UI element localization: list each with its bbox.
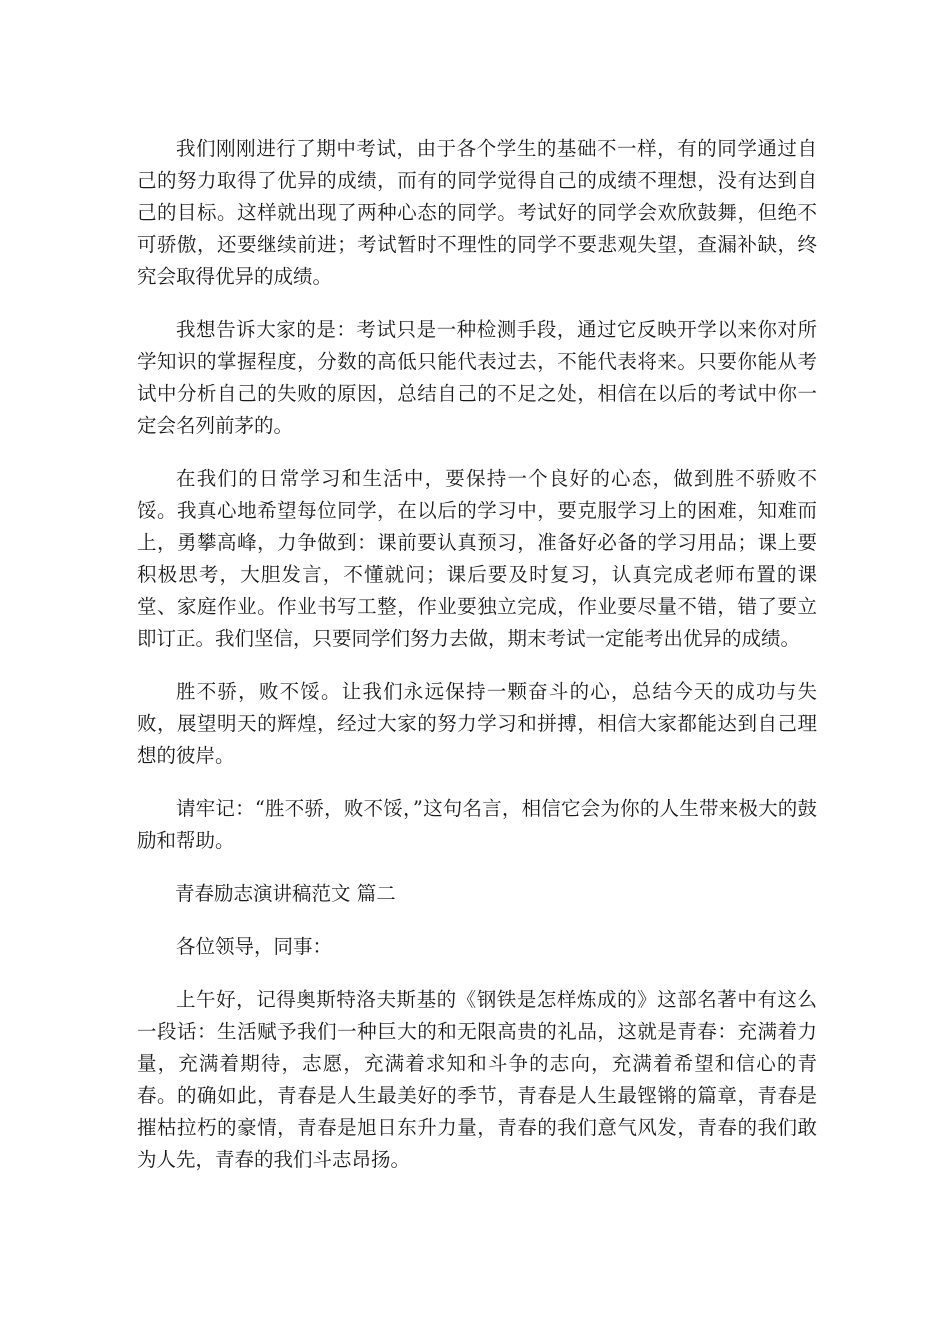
paragraph-study-habits: 在我们的日常学习和生活中，要保持一个良好的心态，做到胜不骄败不馁。我真心地希望每位同学，在以后的学习中，要克服学习上的困难，知难而上，勇攀高峰，力争做到：课前要认真预习，准备好必备的学习用品；课上要积极思考，大胆发言，不懂就问；课后要及时复习，认真完成老师布置的课堂、家庭作业。作业书写工整，作业要独立完成，作业要尽量不错，错了要立即订正。我们坚信，只要同学们努力去做，期末考试一定能考出优异的成绩。 bbox=[137, 467, 817, 650]
greeting: 各位领导，同事： bbox=[176, 935, 333, 958]
paragraph-midterm-exam: 我们刚刚进行了期中考试，由于各个学生的基础不一样，有的同学通过自己的努力取得了优异的成绩，而有的同学觉得自己的成绩不理想，没有达到自己的目标。这样就出现了两种心态的同学。考试好的同学会欢欣鼓舞，但绝不可骄傲，还要继续前进；考试暂时不理性的同学不要悲观失望，查漏补缺，终究会取得优异的成绩。 bbox=[137, 137, 817, 288]
paragraph-youth-speech: 上午好，记得奥斯特洛夫斯基的《钢铁是怎样炼成的》这部名著中有这么一段话：生活赋予我们一种巨大的和无限高贵的礼品，这就是青春：充满着力量，充满着期待，志愿，充满着求知和斗争的志向，充满着希望和信心的青春。的确如此，青春是人生最美好的季节，青春是人生最铿锵的篇章，青春是摧枯拉朽的豪情，青春是旭日东升力量，青春的我们意气风发，青春的我们敢为人先，青春的我们斗志昂扬。 bbox=[137, 988, 817, 1171]
paragraph-remember-motto: 请牢记：“胜不骄，败不馁，”这句名言，相信它会为你的人生带来极大的鼓励和帮助。 bbox=[137, 797, 817, 852]
paragraph-exam-purpose: 我想告诉大家的是：考试只是一种检测手段，通过它反映开学以来你对所学知识的掌握程度，分数的高低只能代表过去，不能代表将来。只要你能从考试中分析自己的失败的原因，总结自己的不足之处，相信在以后的考试中你一定会名列前茅的。 bbox=[137, 318, 817, 437]
paragraph-keep-striving: 胜不骄，败不馁。让我们永远保持一颗奋斗的心，总结今天的成功与失败，展望明天的辉煌，经过大家的努力学习和拼搏，相信大家都能达到自己理想的彼岸。 bbox=[137, 680, 817, 767]
section-title: 青春励志演讲稿范文 篇二 bbox=[175, 882, 396, 905]
document-body bbox=[137, 133, 817, 1197]
